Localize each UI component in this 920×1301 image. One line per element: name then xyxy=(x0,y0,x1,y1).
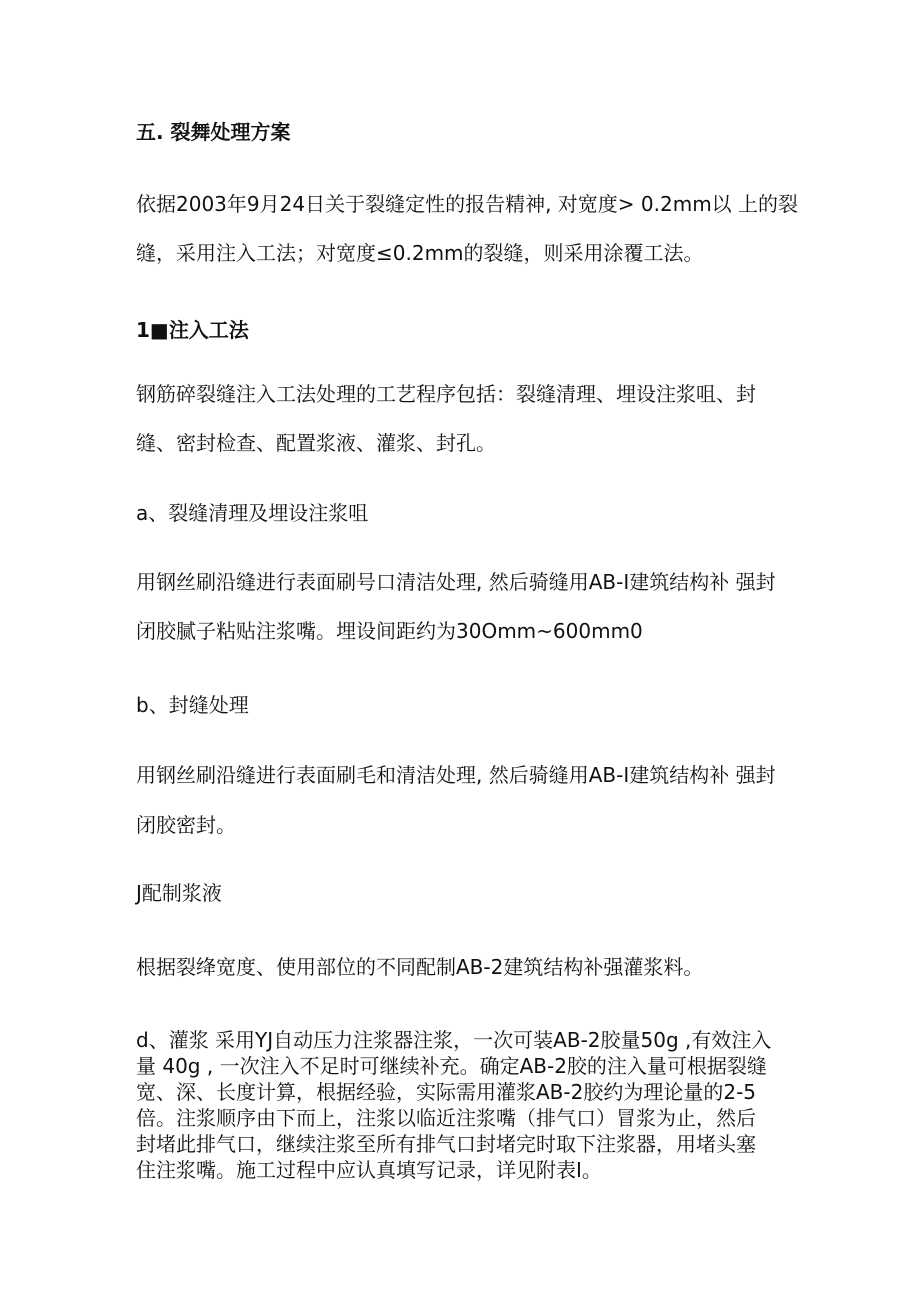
injection-procedure-line-1: 钢筋碎裂缝注入工法处理的工艺程序包括：裂缝清理、埋设注浆咀、封 xyxy=(136,382,756,406)
intro-line-1: 依据2003年9月24日关于裂缝定性的报告精神, 对宽度> 0.2mm以 上的裂 xyxy=(136,192,799,216)
section-title: 五. 裂舞处理方案 xyxy=(136,120,291,144)
intro-line-2: 缝，采用注入工法；对宽度≤0.2mm的裂缝，则采用涂覆工法。 xyxy=(136,241,704,265)
injection-procedure-line-2: 缝、密封检查、配置浆液、灌浆、封孔。 xyxy=(136,431,496,455)
item-d-line-4: 倍。注浆顺序由下而上，注浆以临近注浆嘴（排气口）冒浆为止，然后 xyxy=(136,1106,756,1130)
sub-heading-injection-method: 1■注入工法 xyxy=(136,318,249,342)
item-d-line-3: 宽、深、长度计算，根据经验，实际需用灌浆AB-2胶约为理论量的2-5 xyxy=(136,1080,757,1104)
item-b-line-2: 闭胶密封。 xyxy=(136,813,236,837)
item-d-line-6: 住注浆嘴。施工过程中应认真填写记录，详见附表I。 xyxy=(136,1158,602,1182)
item-a-line-2: 闭胶腻子粘贴注浆嘴。埋设间距约为30Omm~600mm0 xyxy=(136,619,643,643)
item-a-line-1: 用钢丝刷沿缝进行表面刷号口清洁处理, 然后骑缝用AB-I建筑结构补 强封 xyxy=(136,570,776,594)
item-d-line-5: 封堵此排气口，继续注浆至所有排气口封堵完时取下注浆器，用堵头塞 xyxy=(136,1132,756,1156)
item-d-line-2: 量 40g , 一次注入不足时可继续补充。确定AB-2胶的注入量可根据裂缝 xyxy=(136,1054,767,1078)
item-c-title: J配制浆液 xyxy=(136,881,222,905)
item-c-line-1: 根据裂绛宽度、使用部位的不同配制AB-2建筑结构补强灌浆料。 xyxy=(136,955,704,979)
item-b-title: b、封缝处理 xyxy=(136,693,249,717)
item-d-line-1: d、灌浆 采用YJ自动压力注浆器注浆，一次可装AB-2胶量50g ,有效注入 xyxy=(136,1028,772,1052)
item-a-title: a、裂缝清理及埋设注浆咀 xyxy=(136,501,369,525)
item-b-line-1: 用钢丝刷沿缝进行表面刷毛和清洁处理, 然后骑缝用AB-I建筑结构补 强封 xyxy=(136,763,776,787)
